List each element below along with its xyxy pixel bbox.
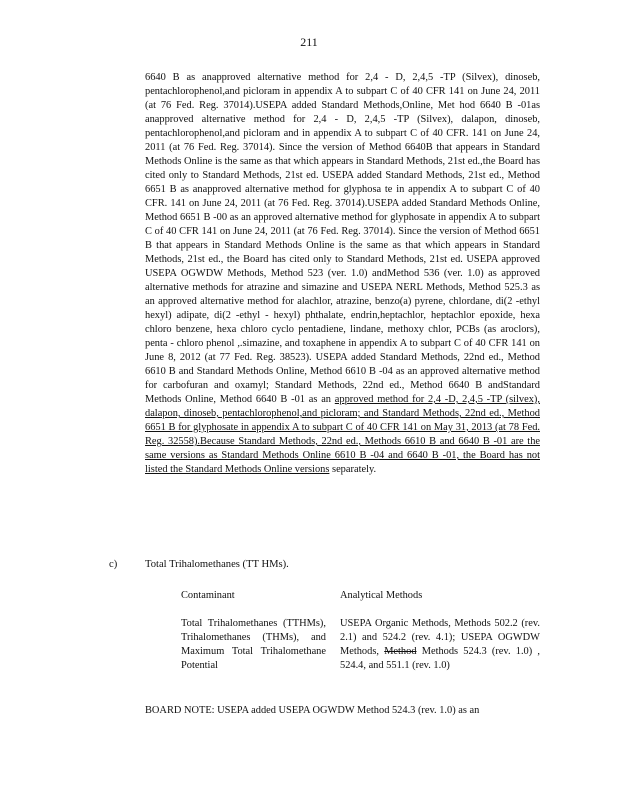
table-header-contaminant: Contaminant xyxy=(181,590,235,601)
underlined-amendment-text: approved method for 2,4 -D, 2,4,5 -TP (silvex), dalapon, dinoseb, pentachlorophenol,and picloram; and Standard Methods, 22nd ed., Method 6651 B for glyphosate in appendix A to subpart C of 40 CFR 141 on May 31, 2013 (at 78 Fed. Reg. 32558).Because Standard Methods, 22nd ed., Methods 6610 B and 6640 B -01 are the same versions as Standard Methods Online 6610 B -04 and 6640 B -01, the Board has not listed the Standard Methods Online versions xyxy=(145,394,540,475)
paragraph-text: 6640 B as anapproved alternative method for 2,4 - D, 2,4,5 -TP (Silvex), dinoseb, pentachlorophenol,and picloram in appendix A to subpart C of 40 CFR 141 on June 24, 2011 (at 76 Fed. Reg. 37014).USEPA added Standard Methods,Online, Met hod 6640 B -01as anapproved alternative method for 2,4 - D, 2,4,5 -TP (Silvex), dalapon, dinoseb, pentachlorophenol,and picloram and in appendix A to subpart C of 40 CFR. 141 on June 24, 2011 (at 76 Fed. Reg. 37014). Since the version of Method 6640B that appears in Standard Methods Online is the same as that which appears in Standard Methods, 21st ed.,the Board has cited only to Standard Methods, 21st ed. USEPA added Standard Methods, 21st ed., Method 6651 B as anapproved alternative method for glyphosa te in appendix A to subpart C of 40 CFR. 141 on June 24, 2011 (at 76 Fed. Reg. 37014).USEPA added Standard Methods Online, Method 6651 B -00 as an approved alternative method for glyphosate in appendix A to subpart C of 40 CFR 141 on June 24, 2011 (at 76 Fed. Reg. 37014). Since the version of Method 6651 B that appears in Standard Methods Online is the same as that which appears in Standard Methods, 21st ed., the Board has cited only to Standard Methods, 21st ed. USEPA approved USEPA OGWDW Methods, Method 523 (ver. 1.0) andMethod 536 (ver. 1.0) as approved alternative methods for atrazine and simazine and USEPA NERL Methods, Method 525.3 as an approved alternative method for alachlor, atrazine, benzo(a) pyrene, chlordane, di(2 -ethyl hexyl) adipate, di(2 -ethyl - hexyl) phthalate, endrin,heptachlor, heptachlor epoxide, hexa chloro benzene, hexa chloro cyclo pentadiene, lindane, methoxy chlor, PCBs (as aroclors), penta - chloro phenol ,.simazine, and toxaphene in appendix A to subpart C of 40 CFR 141 on June 8, 2012 (at 77 Fed. Reg. 38523). USEPA added Standard Methods, 22nd ed., Method 6610 B and Standard Methods Online, Method 6610 B -04 as an approved alternative method for carbofuran and oxamyl; Standard Methods, 22nd ed., Method 6640 B andStandard Methods Online, Method 6640 B -01 as an xyxy=(145,72,540,405)
section-heading: Total Trihalomethanes (TT HMs). xyxy=(145,559,289,570)
body-paragraph xyxy=(145,71,540,477)
methods-text: USEPA Organic Methods, Methods 502.2 (rev. 2.1) and 524.2 (rev. 4.1); USEPA OGWDW Methods, xyxy=(340,618,540,658)
methods-text-continued: Methods 524.3 (rev. 1.0) , 524.4, and 551.1 (rev. 1.0) xyxy=(340,646,540,672)
section-letter: c) xyxy=(109,559,118,570)
struck-text: Method xyxy=(384,646,417,658)
paragraph-tail: separately. xyxy=(332,464,377,475)
table-header-methods: Analytical Methods xyxy=(340,590,423,601)
board-note: BOARD NOTE: USEPA added USEPA OGWDW Method 524.3 (rev. 1.0) as an xyxy=(145,705,480,716)
page-number: 211 xyxy=(300,35,318,49)
table-cell-methods xyxy=(340,617,540,673)
table-cell-contaminant: Total Trihalomethanes (TTHMs), Trihalomethanes (THMs), and Maximum Total Trihalomethane Potential xyxy=(181,618,326,672)
